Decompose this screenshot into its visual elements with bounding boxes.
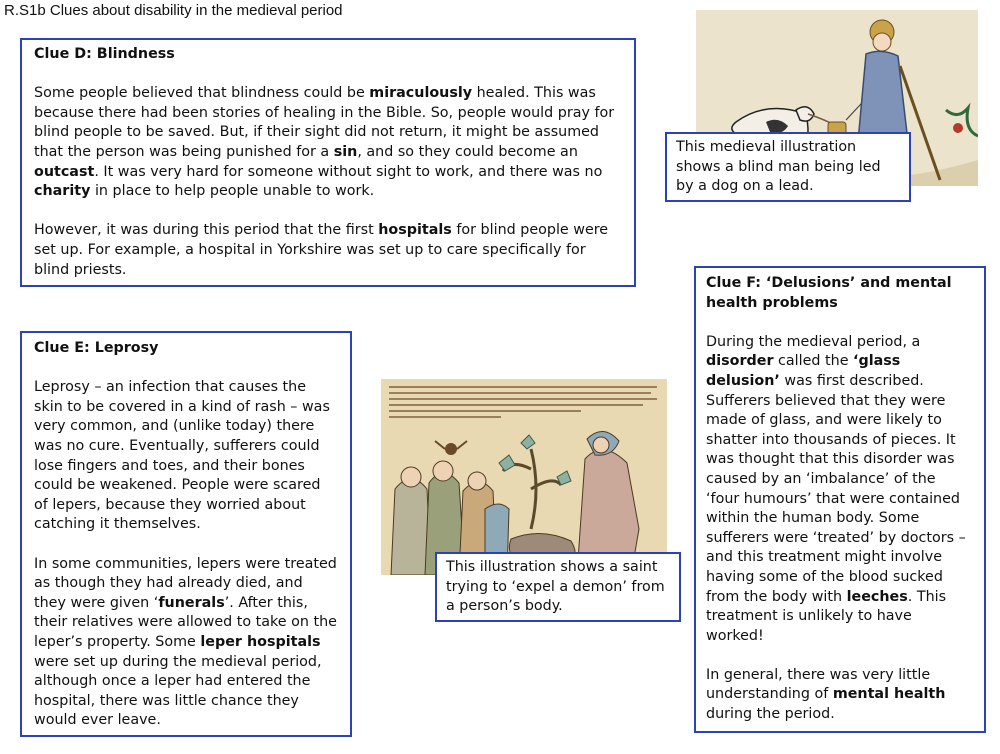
- clue-e-paragraph-1: Leprosy – an infection that causes the skin to be covered in a kind of rash – was very common, and (unlike today) there was no cure. Eventually, sufferers could lose fingers and toes, and their bones could be weakened. People were scared of lepers, because they worried about catching it themselves.: [34, 379, 330, 533]
- keyword-charity: charity: [34, 183, 91, 200]
- text-run: for blind people were set up. For example, a hospital in Yorkshire was set up to care specifically for blind priests.: [34, 222, 609, 278]
- clue-e-box: [20, 331, 352, 737]
- text-run: called the: [773, 353, 854, 370]
- saint-illustration: [381, 379, 667, 575]
- clue-d-paragraph-1: [34, 84, 622, 202]
- clue-f-box: [694, 266, 986, 733]
- keyword-miraculously: miraculously: [369, 85, 473, 102]
- clue-d-paragraph-2: [34, 221, 622, 280]
- keyword-disorder: disorder: [706, 353, 774, 370]
- text-run: However, it was during this period that the first: [34, 222, 379, 239]
- keyword-glass-delusion: ‘glass delusion’: [706, 353, 901, 389]
- clue-e-heading: Clue E: Leprosy: [34, 340, 159, 356]
- text-run: . It was very hard for someone without sight to work, and there was no: [94, 163, 603, 180]
- clue-f-paragraph-1: [706, 333, 972, 647]
- text-run: In some communities, lepers were treated as though they had already died, and they were given ‘: [34, 555, 337, 611]
- text-run: Some people believed that blindness could be: [34, 85, 370, 102]
- text-run: During the medieval period, a: [706, 333, 921, 350]
- clue-f-heading: Clue F: ‘Delusions’ and mental health problems: [706, 275, 952, 311]
- text-run: healed. This was because there had been stories of healing in the Bible. So, people would pray for blind people to be saved. But, if their sight did not return, it might be assumed that the person was being punished for a: [34, 85, 615, 160]
- keyword-leper-hospitals: leper hospitals: [200, 633, 321, 650]
- clue-f-paragraph-2: [706, 666, 972, 725]
- keyword-mental-health: mental health: [832, 686, 946, 703]
- text-run: . This treatment is unlikely to have worked!: [706, 588, 947, 644]
- text-run: was first described. Sufferers believed that they were made of glass, and were likely to shatter into thousands of pieces. It was thought that this disorder was caused by an ‘imbalance’ of the ‘four humours’ that were contained within the human body. Some sufferers were ‘treated’ by doctors – and this treatment might involve having some of the blood sucked from the body with: [706, 372, 966, 605]
- clue-d-box: [20, 38, 636, 287]
- page-title: R.S1b Clues about disability in the medieval period: [4, 2, 343, 19]
- text-run: , and so they could become an: [357, 143, 578, 160]
- text-run: in place to help people unable to work.: [90, 183, 375, 200]
- saint-illustration-caption: This illustration shows a saint trying to ‘expel a demon’ from a person’s body.: [435, 552, 681, 622]
- text-run: were set up during the medieval period, although once a leper had entered the hospital, there was little chance they would ever leave.: [34, 653, 322, 729]
- keyword-hospitals: hospitals: [378, 222, 452, 239]
- keyword-outcast: outcast: [34, 163, 95, 180]
- text-run: ’. After this, their relatives were allowed to take on the leper’s property. Some: [34, 594, 337, 650]
- keyword-sin: sin: [333, 143, 358, 160]
- keyword-funerals: funerals: [158, 594, 225, 611]
- text-run: during the period.: [706, 706, 835, 723]
- keyword-leeches: leeches: [846, 588, 908, 605]
- text-run: In general, there was very little understanding of: [706, 666, 931, 703]
- clue-d-heading: Clue D: Blindness: [34, 46, 175, 62]
- blind-illustration-caption: This medieval illustration shows a blind man being led by a dog on a lead.: [665, 132, 911, 202]
- clue-e-paragraph-2: [34, 555, 338, 731]
